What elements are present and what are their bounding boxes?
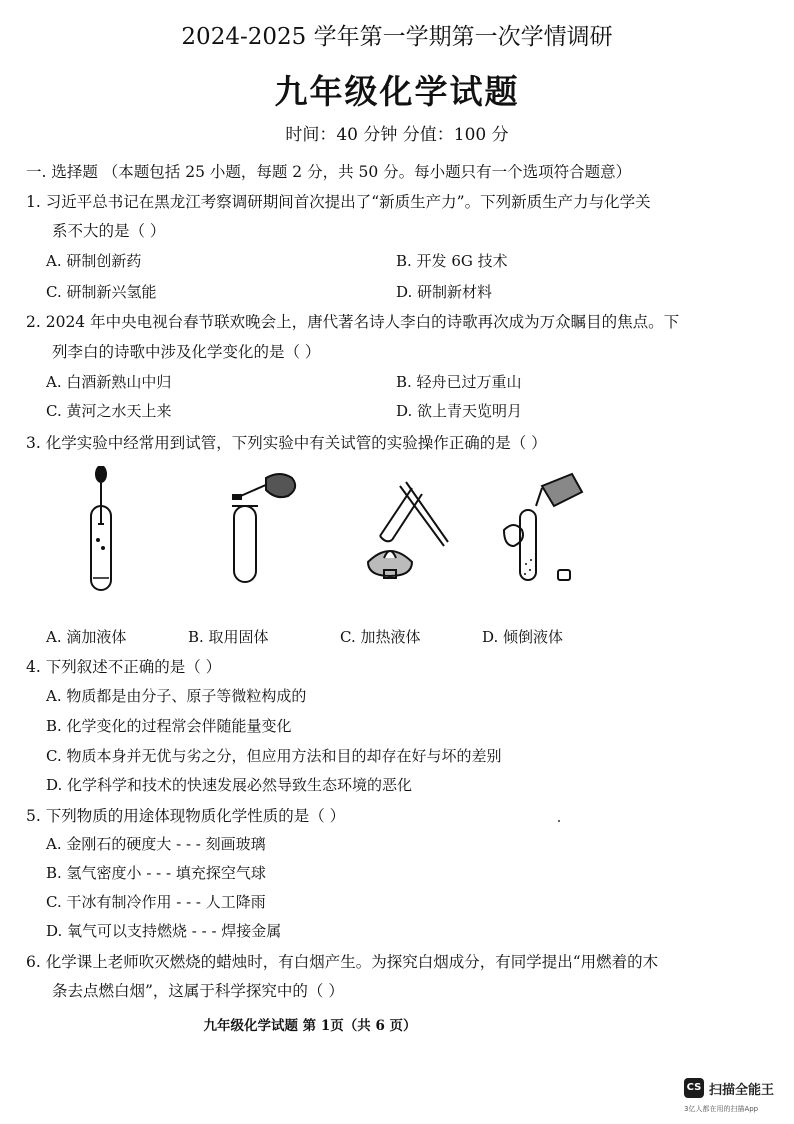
scan-speck — [558, 820, 560, 822]
scanner-app-name: 扫描全能王 — [709, 1083, 775, 1098]
pouring-liquid-icon — [496, 466, 592, 588]
q4-stem: 4. 下列叙述不正确的是（ ） — [26, 658, 222, 676]
q2-option-c: C. 黄河之水天上来 — [46, 402, 172, 420]
scanner-slogan: 3亿人都在用的扫描App — [684, 1105, 759, 1113]
scanner-logo-icon: CS — [684, 1078, 704, 1098]
q5-option-a: A. 金刚石的硬度大 - - - 刻画玻璃 — [46, 835, 266, 853]
q2-stem-line1: 2. 2024 年中央电视台春节联欢晚会上，唐代著名诗人李白的诗歌再次成为万众瞩目的焦点。下 — [26, 313, 680, 331]
q1-option-a: A. 研制创新药 — [46, 252, 142, 270]
q1-stem-line1: 1. 习近平总书记在黑龙江考察调研期间首次提出了“新质生产力”。下列新质生产力与化学关 — [26, 193, 651, 211]
dropper-test-tube-icon — [76, 466, 126, 596]
q3-option-a: A. 滴加液体 — [46, 628, 127, 646]
q1-option-c: C. 研制新兴氢能 — [46, 283, 157, 301]
q2-stem-line2: 列李白的诗歌中涉及化学变化的是（ ） — [52, 343, 321, 361]
spatula-test-tube-icon — [222, 466, 302, 588]
page-footer: 九年级化学试题 第 1页（共 6 页） — [203, 1018, 417, 1034]
q4-option-d: D. 化学科学和技术的快速发展必然导致生态环境的恶化 — [46, 776, 413, 794]
q1-option-b: B. 开发 6G 技术 — [396, 252, 508, 270]
q5-option-b: B. 氢气密度小 - - - 填充探空气球 — [46, 864, 266, 882]
q1-option-d: D. 研制新材料 — [396, 283, 493, 301]
q2-option-b: B. 轻舟已过万重山 — [396, 373, 522, 391]
exam-title-line1: 2024-2025 学年第一学期第一次学情调研 — [181, 24, 613, 50]
q5-option-c: C. 干冰有制冷作用 - - - 人工降雨 — [46, 893, 266, 911]
q3-option-c: C. 加热液体 — [340, 628, 421, 646]
exam-meta: 时间：40 分钟 分值：100 分 — [285, 125, 509, 145]
q5-option-d: D. 氧气可以支持燃烧 - - - 焊接金属 — [46, 922, 282, 940]
q3-option-b: B. 取用固体 — [188, 628, 269, 646]
q4-option-b: B. 化学变化的过程常会伴随能量变化 — [46, 717, 292, 735]
scanner-watermark — [684, 1078, 794, 1118]
q4-option-a: A. 物质都是由分子、原子等微粒构成的 — [46, 687, 307, 705]
q1-stem-line2: 系不大的是（ ） — [52, 222, 166, 240]
section-heading: 一. 选择题 （本题包括 25 小题，每题 2 分，共 50 分。每小题只有一个选项符合题意） — [26, 163, 632, 181]
q2-option-a: A. 白酒新熟山中归 — [46, 373, 172, 391]
exam-title-line2: 九年级化学试题 — [274, 72, 520, 111]
q5-stem: 5. 下列物质的用途体现物质化学性质的是（ ） — [26, 807, 346, 825]
q3-stem: 3. 化学实验中经常用到试管，下列实验中有关试管的实验操作正确的是（ ） — [26, 434, 547, 452]
heating-test-tube-icon — [350, 466, 450, 588]
q6-stem-line2: 条去点燃白烟”，这属于科学探究中的（ ） — [52, 982, 344, 1000]
q3-option-d: D. 倾倒液体 — [482, 628, 564, 646]
q6-stem-line1: 6. 化学课上老师吹灭燃烧的蜡烛时，有白烟产生。为探究白烟成分，有同学提出“用燃着的木 — [26, 953, 659, 971]
q2-option-d: D. 欲上青天览明月 — [396, 402, 523, 420]
q4-option-c: C. 物质本身并无优与劣之分，但应用方法和目的却存在好与坏的差别 — [46, 747, 502, 765]
